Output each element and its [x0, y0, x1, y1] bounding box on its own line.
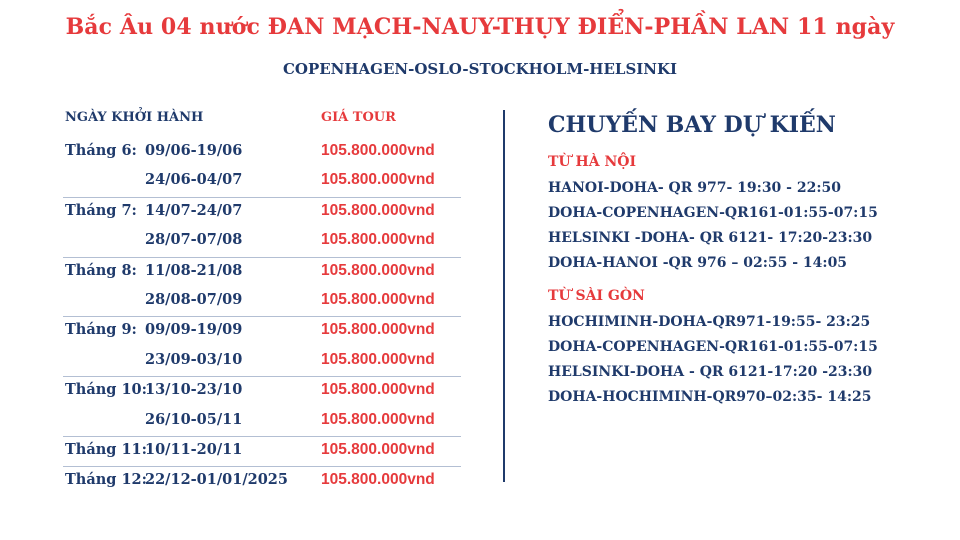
column-header-departure-date: NGÀY KHỞI HÀNH [65, 110, 204, 125]
departure-dates: 23/09-03/10 [145, 350, 243, 368]
departure-dates: 11/08-21/08 [145, 261, 243, 279]
table-row [63, 287, 461, 316]
month-label: Tháng 11: [65, 440, 147, 458]
flight-line: HELSINKI -DOHA- QR 6121- 17:20-23:30 [548, 230, 873, 246]
tour-price: 105.800.000vnd [321, 231, 435, 249]
month-label: Tháng 8: [65, 261, 137, 279]
month-label: Tháng 6: [65, 142, 137, 159]
tour-price: 105.800.000vnd [321, 410, 435, 428]
tour-price: 105.800.000vnd [321, 350, 435, 368]
month-label: Tháng 7: [65, 201, 137, 219]
departure-dates: 22/12-01/01/2025 [145, 471, 288, 489]
table-row [63, 167, 461, 196]
flight-line: DOHA-HANOI -QR 976 – 02:55 - 14:05 [548, 255, 848, 271]
month-label: Tháng 9: [65, 321, 137, 339]
flight-schedule-heading: CHUYẾN BAY DỰ KIẾN [548, 112, 836, 138]
month-group [63, 437, 461, 467]
flight-line: HELSINKI-DOHA - QR 6121-17:20 -23:30 [548, 364, 873, 380]
table-row [63, 227, 461, 256]
table-row [63, 407, 461, 436]
month-group [63, 198, 461, 258]
month-group [63, 258, 461, 318]
departure-dates: 28/08-07/09 [145, 290, 243, 308]
flight-line: HOCHIMINH-DOHA-QR971-19:55- 23:25 [548, 314, 871, 330]
section-label-hanoi: TỪ HÀ NỘI [548, 154, 637, 170]
tour-price: 105.800.000vnd [321, 471, 435, 489]
departure-table-header [63, 108, 461, 138]
tour-price: 105.800.000vnd [321, 261, 435, 279]
section-label-saigon: TỪ SÀI GÒN [548, 288, 645, 304]
table-row [63, 258, 461, 287]
flight-line: DOHA-COPENHAGEN-QR161-01:55-07:15 [548, 339, 878, 355]
departure-dates: 24/06-04/07 [145, 171, 243, 189]
departure-dates: 28/07-07/08 [145, 231, 243, 249]
table-row [63, 467, 461, 496]
month-group [63, 317, 461, 377]
flight-line: DOHA-HOCHIMINH-QR970–02:35- 14:25 [548, 389, 872, 405]
tour-price: 105.800.000vnd [321, 171, 435, 189]
tour-price: 105.800.000vnd [321, 321, 435, 339]
departure-dates: 10/11-20/11 [145, 440, 243, 458]
departure-table-body [63, 138, 461, 497]
column-divider [503, 110, 505, 482]
flight-line: HANOI-DOHA- QR 977- 19:30 - 22:50 [548, 180, 841, 196]
tour-price: 105.800.000vnd [321, 142, 435, 159]
month-group [63, 467, 461, 496]
tour-price: 105.800.000vnd [321, 440, 435, 458]
table-row [63, 347, 461, 376]
table-row [63, 377, 461, 406]
flight-list-saigon [548, 310, 948, 410]
departure-dates: 09/09-19/09 [145, 321, 243, 339]
departure-dates: 14/07-24/07 [145, 201, 243, 219]
tour-price: 105.800.000vnd [321, 381, 435, 399]
route-subtitle: COPENHAGEN-OSLO-STOCKHOLM-HELSINKI [282, 60, 678, 78]
month-label: Tháng 10: [65, 381, 147, 399]
column-header-tour-price: GIÁ TOUR [321, 110, 396, 125]
month-group [63, 138, 461, 198]
departure-dates: 26/10-05/11 [145, 410, 243, 428]
tour-price: 105.800.000vnd [321, 201, 435, 219]
flight-line: DOHA-COPENHAGEN-QR161-01:55-07:15 [548, 205, 878, 221]
flight-schedule [548, 112, 948, 410]
table-row [63, 317, 461, 346]
table-row [63, 437, 461, 466]
table-row [63, 138, 461, 167]
departure-dates: 13/10-23/10 [145, 381, 243, 399]
table-row [63, 198, 461, 227]
flight-list-hanoi [548, 176, 948, 276]
departure-dates: 09/06-19/06 [145, 142, 243, 159]
tour-price: 105.800.000vnd [321, 290, 435, 308]
month-label: Tháng 12: [65, 471, 147, 489]
page-title: Bắc Âu 04 nước ĐAN MẠCH-NAUY-THỤY ĐIỂN-PHẦN LAN 11 ngày [65, 14, 895, 40]
departure-table [63, 108, 461, 497]
month-group [63, 377, 461, 437]
